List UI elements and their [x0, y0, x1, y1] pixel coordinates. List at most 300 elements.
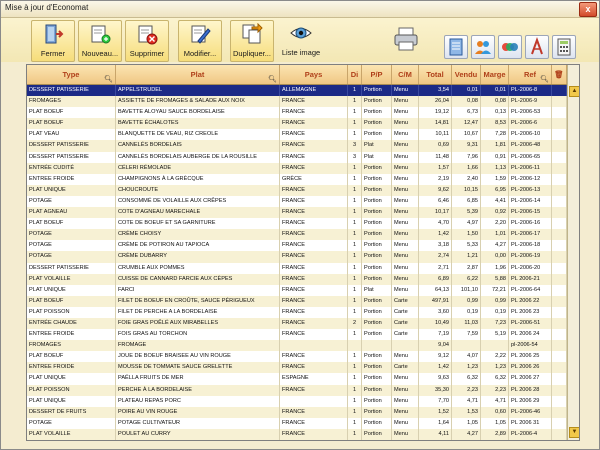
cell-total: 9,12 — [419, 351, 452, 362]
cell-plat: FILET DE BOEUF EN CROÛTE, SAUCE PÉRIGUEUX — [116, 296, 280, 307]
cell-di: 1 — [348, 185, 362, 196]
nouveau-button[interactable] — [78, 20, 122, 62]
cell-marge: 0,60 — [481, 407, 509, 418]
cell-ref: PL 2006 29 — [509, 396, 552, 407]
cell-marge: 1,59 — [481, 174, 509, 185]
header-vendu[interactable] — [452, 65, 481, 84]
eye-icon — [290, 22, 312, 44]
cell-spacer — [552, 285, 567, 296]
table-row[interactable] — [27, 340, 567, 351]
header-marge[interactable] — [481, 65, 509, 84]
table-row[interactable] — [27, 129, 567, 140]
notepad-button[interactable] — [444, 35, 468, 59]
supprimer-button[interactable] — [125, 20, 169, 62]
cell-pp: Portion — [362, 318, 392, 329]
cell-spacer — [552, 329, 567, 340]
cell-marge: 1,05 — [481, 418, 509, 429]
cell-type: DESSERT PATISSERIE — [27, 152, 116, 163]
cell-marge: 2,22 — [481, 351, 509, 362]
cell-total: 7,70 — [419, 396, 452, 407]
cell-vendu: 10,67 — [452, 129, 481, 140]
cell-vendu: 7,59 — [452, 329, 481, 340]
cell-pays: FRANCE — [280, 96, 348, 107]
cell-total: 3,54 — [419, 85, 452, 96]
cell-di: 1 — [348, 263, 362, 274]
cell-pays: FRANCE — [280, 107, 348, 118]
cell-ref: PL-2006-53 — [509, 107, 552, 118]
cell-type: POTAGE — [27, 229, 116, 240]
cell-marge: 7,23 — [481, 318, 509, 329]
cell-vendu: 7,96 — [452, 152, 481, 163]
header-plat-label: Plat — [190, 70, 205, 79]
modifier-label: Modifier... — [183, 49, 217, 58]
cell-vendu: 6,32 — [452, 373, 481, 384]
header-ref-label: Ref — [523, 70, 537, 79]
header-pays-label: Pays — [304, 70, 323, 79]
cell-cm: Menu — [392, 118, 419, 129]
table-row[interactable] — [27, 385, 567, 396]
cell-plat: CRÈME DE POTIRON AU TAPIOCA — [116, 240, 280, 251]
nouveau-label: Nouveau... — [81, 49, 119, 58]
cell-total: 26,04 — [419, 96, 452, 107]
cell-pays — [280, 396, 348, 407]
cell-vendu: 1,21 — [452, 251, 481, 262]
table-row[interactable] — [27, 351, 567, 362]
cell-type: PLAT BOEUF — [27, 351, 116, 362]
cell-di — [348, 340, 362, 351]
table-row[interactable] — [27, 229, 567, 240]
cell-spacer — [552, 429, 567, 440]
table-row[interactable] — [27, 140, 567, 151]
cell-marge: 7,28 — [481, 129, 509, 140]
cell-type: PLAT BOEUF — [27, 296, 116, 307]
cell-ref: PL-2006-12 — [509, 174, 552, 185]
cell-ref: PL 2006 31 — [509, 418, 552, 429]
cell-cm: Menu — [392, 285, 419, 296]
table-row[interactable] — [27, 274, 567, 285]
edit-pen-icon — [189, 23, 211, 45]
supprimer-label: Supprimer — [129, 49, 165, 58]
cell-spacer — [552, 107, 567, 118]
cell-di: 1 — [348, 396, 362, 407]
table-row[interactable] — [27, 373, 567, 384]
cell-cm: Menu — [392, 107, 419, 118]
cell-plat: PLATEAU REPAS PORC — [116, 396, 280, 407]
search-icon[interactable]: 🔍︎ — [104, 76, 113, 83]
cell-plat: FILET DE PERCHE A LA BORDELAISE — [116, 307, 280, 318]
cell-marge: 0,01 — [481, 85, 509, 96]
cell-type: PLAT BOEUF — [27, 107, 116, 118]
cell-cm: Carte — [392, 329, 419, 340]
cell-ref: PL-2006-13 — [509, 185, 552, 196]
cell-ref: PL 2006 25 — [509, 351, 552, 362]
cell-ref: PL-2006-65 — [509, 152, 552, 163]
cell-plat: CANNELÉS BORDELAIS — [116, 140, 280, 151]
cell-vendu: 1,05 — [452, 418, 481, 429]
notepad-icon — [445, 36, 467, 58]
cell-type: PLAT UNIQUE — [27, 396, 116, 407]
cell-type: DESSERT PATISSERIE — [27, 263, 116, 274]
cell-plat: FROMAGE — [116, 340, 280, 351]
toolbar — [1, 18, 599, 62]
cell-di: 1 — [348, 196, 362, 207]
cell-spacer — [552, 163, 567, 174]
header-pays[interactable] — [280, 65, 348, 84]
cell-pp: Portion — [362, 373, 392, 384]
cell-di: 1 — [348, 274, 362, 285]
cell-di: 1 — [348, 118, 362, 129]
cell-type: ENTREE FROIDE — [27, 329, 116, 340]
search-icon[interactable]: 🔍︎ — [268, 76, 277, 83]
cell-vendu: 2,23 — [452, 385, 481, 396]
cell-type: PLAT UNIQUE — [27, 185, 116, 196]
cell-pays: ESPAGNE — [280, 373, 348, 384]
cell-cm: Menu — [392, 140, 419, 151]
printer-icon[interactable] — [393, 26, 419, 52]
cell-pp: Portion — [362, 185, 392, 196]
cell-total: 19,12 — [419, 107, 452, 118]
calculator-button[interactable] — [552, 35, 576, 59]
header-ref[interactable] — [509, 65, 552, 84]
cell-total: 7,19 — [419, 329, 452, 340]
table-row[interactable] — [27, 307, 567, 318]
users-button[interactable] — [471, 35, 495, 59]
cell-plat: JOUE DE BOEUF BRAISEE AU VIN ROUGE — [116, 351, 280, 362]
cell-vendu: 1,53 — [452, 407, 481, 418]
close-button[interactable]: x — [579, 2, 597, 17]
cell-marge: 4,41 — [481, 196, 509, 207]
cell-cm: Carte — [392, 362, 419, 373]
cell-plat: ASSIETTE DE FROMAGES & SALADE AUX NOIX — [116, 96, 280, 107]
cell-vendu: 10,15 — [452, 185, 481, 196]
header-pp-label: P/P — [370, 70, 383, 79]
cell-vendu: 4,07 — [452, 351, 481, 362]
cell-total: 2,19 — [419, 174, 452, 185]
cell-spacer — [552, 229, 567, 240]
cell-spacer — [552, 407, 567, 418]
table-row[interactable] — [27, 207, 567, 218]
cell-plat: APPELSTRUDEL — [116, 85, 280, 96]
cell-pays: FRANCE — [280, 140, 348, 151]
cell-total: 1,52 — [419, 407, 452, 418]
cell-pp: Portion — [362, 85, 392, 96]
cell-ref: PL-2006-64 — [509, 285, 552, 296]
cell-total: 6,46 — [419, 196, 452, 207]
cell-pp: Portion — [362, 329, 392, 340]
header-type-label: Type — [62, 70, 80, 79]
cell-type: PLAT BOEUF — [27, 218, 116, 229]
cell-spacer — [552, 362, 567, 373]
cell-pp — [362, 340, 392, 351]
search-icon[interactable]: 🔍︎ — [540, 76, 549, 83]
cell-di: 3 — [348, 152, 362, 163]
header-delete[interactable] — [552, 65, 567, 84]
cell-plat: BAVETTE ÉCHALOTES — [116, 118, 280, 129]
cell-plat: MOUSSE DE TOMMATE SAUCE GRELETTE — [116, 362, 280, 373]
cell-spacer — [552, 418, 567, 429]
cell-ref: PL 2006-21 — [509, 274, 552, 285]
cell-spacer — [552, 85, 567, 96]
cell-di: 1 — [348, 85, 362, 96]
cell-plat: FOIS GRAS AU TORCHON — [116, 329, 280, 340]
cell-di: 1 — [348, 307, 362, 318]
cell-vendu: 6,22 — [452, 274, 481, 285]
header-pp[interactable] — [362, 65, 392, 84]
cell-pays: FRANCE — [280, 274, 348, 285]
table-row[interactable] — [27, 185, 567, 196]
cell-di: 1 — [348, 96, 362, 107]
cell-cm: Menu — [392, 240, 419, 251]
cell-marge: 5,19 — [481, 329, 509, 340]
table-row[interactable] — [27, 251, 567, 262]
cell-pp: Portion — [362, 429, 392, 440]
cell-marge: 2,23 — [481, 385, 509, 396]
cell-marge: 2,20 — [481, 218, 509, 229]
cell-vendu: 1,50 — [452, 229, 481, 240]
cell-type: POTAGE — [27, 418, 116, 429]
cell-pp: Portion — [362, 163, 392, 174]
table-row[interactable] — [27, 240, 567, 251]
cell-vendu: 5,39 — [452, 207, 481, 218]
cell-total: 1,42 — [419, 229, 452, 240]
cell-vendu: 0,08 — [452, 96, 481, 107]
table-row[interactable] — [27, 163, 567, 174]
cell-spacer — [552, 318, 567, 329]
cell-total: 9,04 — [419, 340, 452, 351]
table-row[interactable] — [27, 152, 567, 163]
cell-total: 4,70 — [419, 218, 452, 229]
font-button[interactable] — [525, 35, 549, 59]
table-row[interactable] — [27, 118, 567, 129]
cell-vendu: 2,87 — [452, 263, 481, 274]
cell-plat: CRÈME DUBARRY — [116, 251, 280, 262]
cell-pays: ALLEMAGNE — [280, 85, 348, 96]
header-cm[interactable] — [392, 65, 419, 84]
dupliquer-button[interactable] — [230, 20, 274, 62]
cell-total: 9,62 — [419, 185, 452, 196]
cell-marge: 0,92 — [481, 207, 509, 218]
table-row[interactable] — [27, 407, 567, 418]
cell-vendu: 11,03 — [452, 318, 481, 329]
cell-total: 64,13 — [419, 285, 452, 296]
cell-cm: Carte — [392, 318, 419, 329]
table-row[interactable] — [27, 418, 567, 429]
cell-total: 3,60 — [419, 307, 452, 318]
cell-cm: Menu — [392, 129, 419, 140]
cell-spacer — [552, 174, 567, 185]
cell-spacer — [552, 185, 567, 196]
cell-marge: 4,71 — [481, 396, 509, 407]
trash-icon: 🗑︎ — [554, 70, 564, 79]
cell-ref: PL-2006-46 — [509, 407, 552, 418]
cell-cm: Menu — [392, 396, 419, 407]
scroll-down-arrow[interactable]: ▼ — [569, 427, 580, 438]
cell-pp: Portion — [362, 129, 392, 140]
cell-cm: Menu — [392, 373, 419, 384]
table-row[interactable] — [27, 174, 567, 185]
cell-ref: PL-2006-9 — [509, 96, 552, 107]
header-total[interactable] — [419, 65, 452, 84]
cell-ref: PL-2006-6 — [509, 118, 552, 129]
cell-ref: PL 2006 24 — [509, 329, 552, 340]
cell-pays: FRANCE — [280, 407, 348, 418]
cell-pays: FRANCE — [280, 418, 348, 429]
cell-cm: Menu — [392, 207, 419, 218]
cell-type: DESSERT PATISSERIE — [27, 85, 116, 96]
cell-spacer — [552, 152, 567, 163]
table-row[interactable] — [27, 218, 567, 229]
cell-spacer — [552, 196, 567, 207]
cell-type: PLAT POISSON — [27, 385, 116, 396]
cell-vendu: 0,01 — [452, 85, 481, 96]
economat-table — [26, 64, 580, 441]
cell-total: 35,30 — [419, 385, 452, 396]
cell-vendu: 1,23 — [452, 362, 481, 373]
cell-pp: Portion — [362, 396, 392, 407]
cell-pays: FRANCE — [280, 207, 348, 218]
table-row[interactable] — [27, 362, 567, 373]
cell-vendu: 5,33 — [452, 240, 481, 251]
cell-marge: 0,13 — [481, 107, 509, 118]
fermer-button[interactable] — [31, 20, 75, 62]
cell-cm: Menu — [392, 85, 419, 96]
cell-pays: FRANCE — [280, 429, 348, 440]
title-bar — [1, 1, 599, 18]
colors-button[interactable] — [498, 35, 522, 59]
cell-vendu: 0,99 — [452, 296, 481, 307]
cell-plat: CANNELÉS BORDELAIS AUBERGE DE LA ROUSILLE — [116, 152, 280, 163]
cell-marge: 1,23 — [481, 362, 509, 373]
cell-pays: FRANCE — [280, 296, 348, 307]
cell-cm — [392, 340, 419, 351]
cell-type: ENTREE FROIDE — [27, 174, 116, 185]
cell-pp: Portion — [362, 263, 392, 274]
cell-pp: Portion — [362, 196, 392, 207]
header-di[interactable] — [348, 65, 362, 84]
cell-vendu: 4,97 — [452, 218, 481, 229]
cell-marge: 1,01 — [481, 229, 509, 240]
cell-ref: PL 2006 28 — [509, 385, 552, 396]
cell-vendu: 4,71 — [452, 396, 481, 407]
cell-spacer — [552, 129, 567, 140]
cell-di: 1 — [348, 229, 362, 240]
cell-pp: Portion — [362, 229, 392, 240]
cell-pays: FRANCE — [280, 329, 348, 340]
table-row[interactable] — [27, 196, 567, 207]
modifier-button[interactable] — [178, 20, 222, 62]
door-exit-icon — [42, 23, 64, 45]
cell-pays: FRANCE — [280, 129, 348, 140]
cell-spacer — [552, 207, 567, 218]
cell-total: 10,49 — [419, 318, 452, 329]
cell-plat: CHAMPIGNONS À LA GRÈCQUE — [116, 174, 280, 185]
cell-marge: 0,99 — [481, 296, 509, 307]
header-plat[interactable] — [116, 65, 280, 84]
cell-pp: Portion — [362, 240, 392, 251]
cell-di: 1 — [348, 407, 362, 418]
cell-total: 2,74 — [419, 251, 452, 262]
cell-plat: PERCHE À LA BORDELAISE — [116, 385, 280, 396]
calculator-icon — [553, 36, 575, 58]
table-row[interactable] — [27, 96, 567, 107]
cell-cm: Menu — [392, 185, 419, 196]
cell-pays: FRANCE — [280, 185, 348, 196]
cell-plat: CHOUCROUTE — [116, 185, 280, 196]
cell-di: 1 — [348, 163, 362, 174]
cell-plat: PAËLLA FRUITS DE MER — [116, 373, 280, 384]
cell-pp: Portion — [362, 118, 392, 129]
cell-ref: PL-2006-10 — [509, 129, 552, 140]
table-row[interactable] — [27, 396, 567, 407]
liste-image-button[interactable] — [280, 20, 322, 60]
table-row[interactable] — [27, 85, 567, 96]
cell-ref: PL-2006-14 — [509, 196, 552, 207]
cell-cm: Menu — [392, 351, 419, 362]
colors-icon — [499, 36, 521, 58]
cell-type: PLAT VOLAILLE — [27, 274, 116, 285]
cell-ref: pl-2006-54 — [509, 340, 552, 351]
table-row[interactable] — [27, 263, 567, 274]
cell-spacer — [552, 251, 567, 262]
cell-total: 3,18 — [419, 240, 452, 251]
scroll-up-arrow[interactable]: ▲ — [569, 86, 580, 97]
cell-pays: FRANCE — [280, 163, 348, 174]
cell-ref: PL-2006-15 — [509, 207, 552, 218]
cell-cm: Menu — [392, 174, 419, 185]
cell-cm: Menu — [392, 407, 419, 418]
cell-ref: PL-2006-4 — [509, 429, 552, 440]
cell-total: 9,63 — [419, 373, 452, 384]
cell-cm: Menu — [392, 229, 419, 240]
cell-di: 1 — [348, 362, 362, 373]
cell-marge: 1,13 — [481, 163, 509, 174]
table-row[interactable] — [27, 329, 567, 340]
header-vendu-label: Vendu — [454, 70, 478, 79]
cell-total: 10,11 — [419, 129, 452, 140]
cell-marge: 1,81 — [481, 140, 509, 151]
table-row[interactable] — [27, 285, 567, 296]
cell-vendu: 4,27 — [452, 429, 481, 440]
cell-total: 497,91 — [419, 296, 452, 307]
cell-type: FROMAGES — [27, 96, 116, 107]
table-row[interactable] — [27, 107, 567, 118]
table-row[interactable] — [27, 429, 567, 440]
cell-cm: Menu — [392, 196, 419, 207]
cell-pp: Portion — [362, 218, 392, 229]
cell-type: PLAT BOEUF — [27, 118, 116, 129]
cell-di: 1 — [348, 429, 362, 440]
vertical-scrollbar[interactable] — [567, 65, 579, 440]
cell-cm: Menu — [392, 418, 419, 429]
cell-cm: Carte — [392, 307, 419, 318]
cell-total: 1,64 — [419, 418, 452, 429]
cell-plat: CUISSE DE CANNARD FARCIE AUX CÈPES — [116, 274, 280, 285]
table-row[interactable] — [27, 318, 567, 329]
cell-pp: Plat — [362, 140, 392, 151]
cell-plat: FARCI — [116, 285, 280, 296]
cell-cm: Menu — [392, 429, 419, 440]
cell-di: 1 — [348, 351, 362, 362]
cell-pays: FRANCE — [280, 240, 348, 251]
header-type[interactable] — [27, 65, 116, 84]
cell-vendu — [452, 340, 481, 351]
table-row[interactable] — [27, 296, 567, 307]
cell-ref: PL 2006 23 — [509, 307, 552, 318]
cell-pp: Portion — [362, 174, 392, 185]
cell-vendu: 1,66 — [452, 163, 481, 174]
cell-type: PLAT VOLAILLE — [27, 429, 116, 440]
cell-vendu: 12,47 — [452, 118, 481, 129]
